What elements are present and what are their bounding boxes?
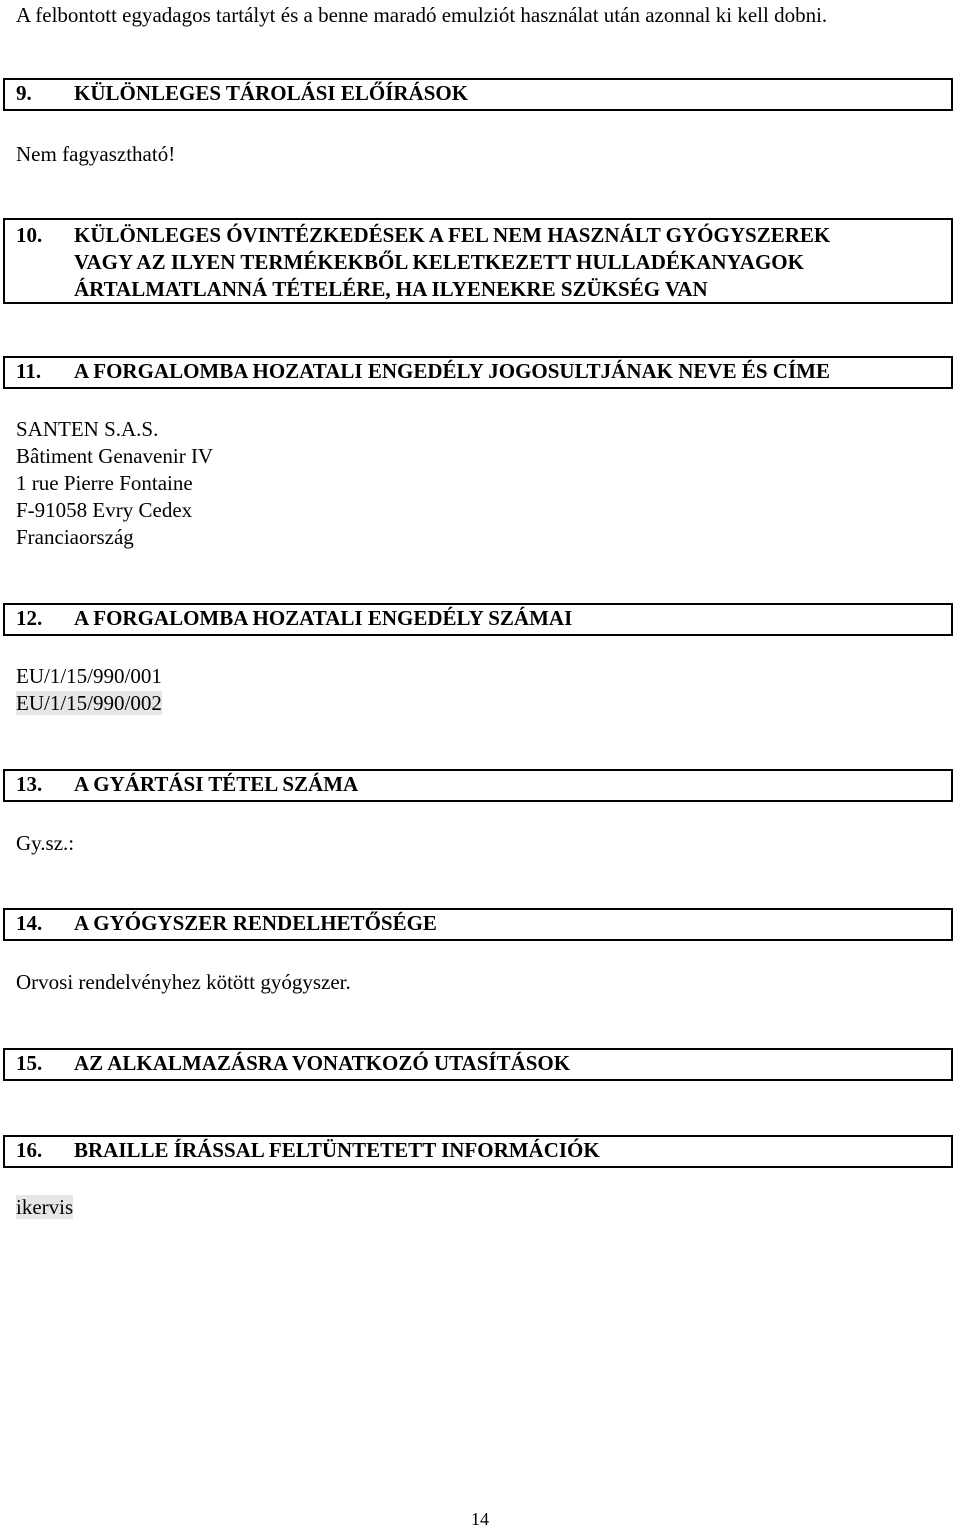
braille-text: ikervis bbox=[16, 1195, 74, 1219]
intro-text: A felbontott egyadagos tartályt és a benne maradó emulziót használat után azonnal ki kell dobni. bbox=[16, 3, 828, 27]
section-14-number: 14. bbox=[16, 911, 43, 935]
section-11-header bbox=[3, 356, 953, 389]
section-16-header bbox=[3, 1135, 953, 1168]
section-10-number: 10. bbox=[16, 223, 43, 247]
page-number: 14 bbox=[471, 1509, 489, 1529]
section-13-header bbox=[3, 769, 953, 802]
section-9-number: 9. bbox=[16, 81, 32, 105]
section-15-number: 15. bbox=[16, 1051, 43, 1075]
section-10-title-line-2: VAGY AZ ILYEN TERMÉKEKBŐL KELETKEZETT HULLADÉKANYAGOK bbox=[74, 250, 804, 274]
holder-address-line-2: 1 rue Pierre Fontaine bbox=[16, 471, 193, 495]
holder-name: SANTEN S.A.S. bbox=[16, 417, 159, 441]
batch-number-label: Gy.sz.: bbox=[16, 831, 75, 855]
authorisation-number-2: EU/1/15/990/002 bbox=[16, 691, 162, 715]
section-15-title: AZ ALKALMAZÁSRA VONATKOZÓ UTASÍTÁSOK bbox=[74, 1051, 571, 1075]
section-10-title-line-1: KÜLÖNLEGES ÓVINTÉZKEDÉSEK A FEL NEM HASZNÁLT GYÓGYSZEREK bbox=[74, 223, 831, 247]
section-9-header bbox=[3, 78, 953, 111]
section-14-header bbox=[3, 908, 953, 941]
section-16-number: 16. bbox=[16, 1138, 43, 1162]
section-11-title: A FORGALOMBA HOZATALI ENGEDÉLY JOGOSULTJÁNAK NEVE ÉS CÍME bbox=[74, 359, 830, 383]
section-10-header bbox=[3, 218, 953, 304]
holder-country: Franciaország bbox=[16, 525, 134, 549]
section-12-number: 12. bbox=[16, 606, 43, 630]
section-12-header bbox=[3, 603, 953, 636]
section-13-number: 13. bbox=[16, 772, 43, 796]
section-13-title: A GYÁRTÁSI TÉTEL SZÁMA bbox=[74, 772, 359, 796]
authorisation-number-1: EU/1/15/990/001 bbox=[16, 664, 162, 688]
section-15-header bbox=[3, 1048, 953, 1081]
section-9-title: KÜLÖNLEGES TÁROLÁSI ELŐÍRÁSOK bbox=[74, 81, 469, 105]
section-9-content: Nem fagyasztható! bbox=[16, 142, 176, 166]
section-14-title: A GYÓGYSZER RENDELHETŐSÉGE bbox=[74, 911, 437, 935]
section-12-title: A FORGALOMBA HOZATALI ENGEDÉLY SZÁMAI bbox=[74, 606, 573, 630]
section-10-title-line-3: ÁRTALMATLANNÁ TÉTELÉRE, HA ILYENEKRE SZÜKSÉG VAN bbox=[74, 277, 708, 301]
supply-classification: Orvosi rendelvényhez kötött gyógyszer. bbox=[16, 970, 351, 994]
holder-address-line-1: Bâtiment Genavenir IV bbox=[16, 444, 214, 468]
section-11-number: 11. bbox=[16, 359, 42, 383]
holder-address-line-3: F-91058 Evry Cedex bbox=[16, 498, 193, 522]
section-16-title: BRAILLE ÍRÁSSAL FELTÜNTETETT INFORMÁCIÓK bbox=[74, 1138, 600, 1162]
